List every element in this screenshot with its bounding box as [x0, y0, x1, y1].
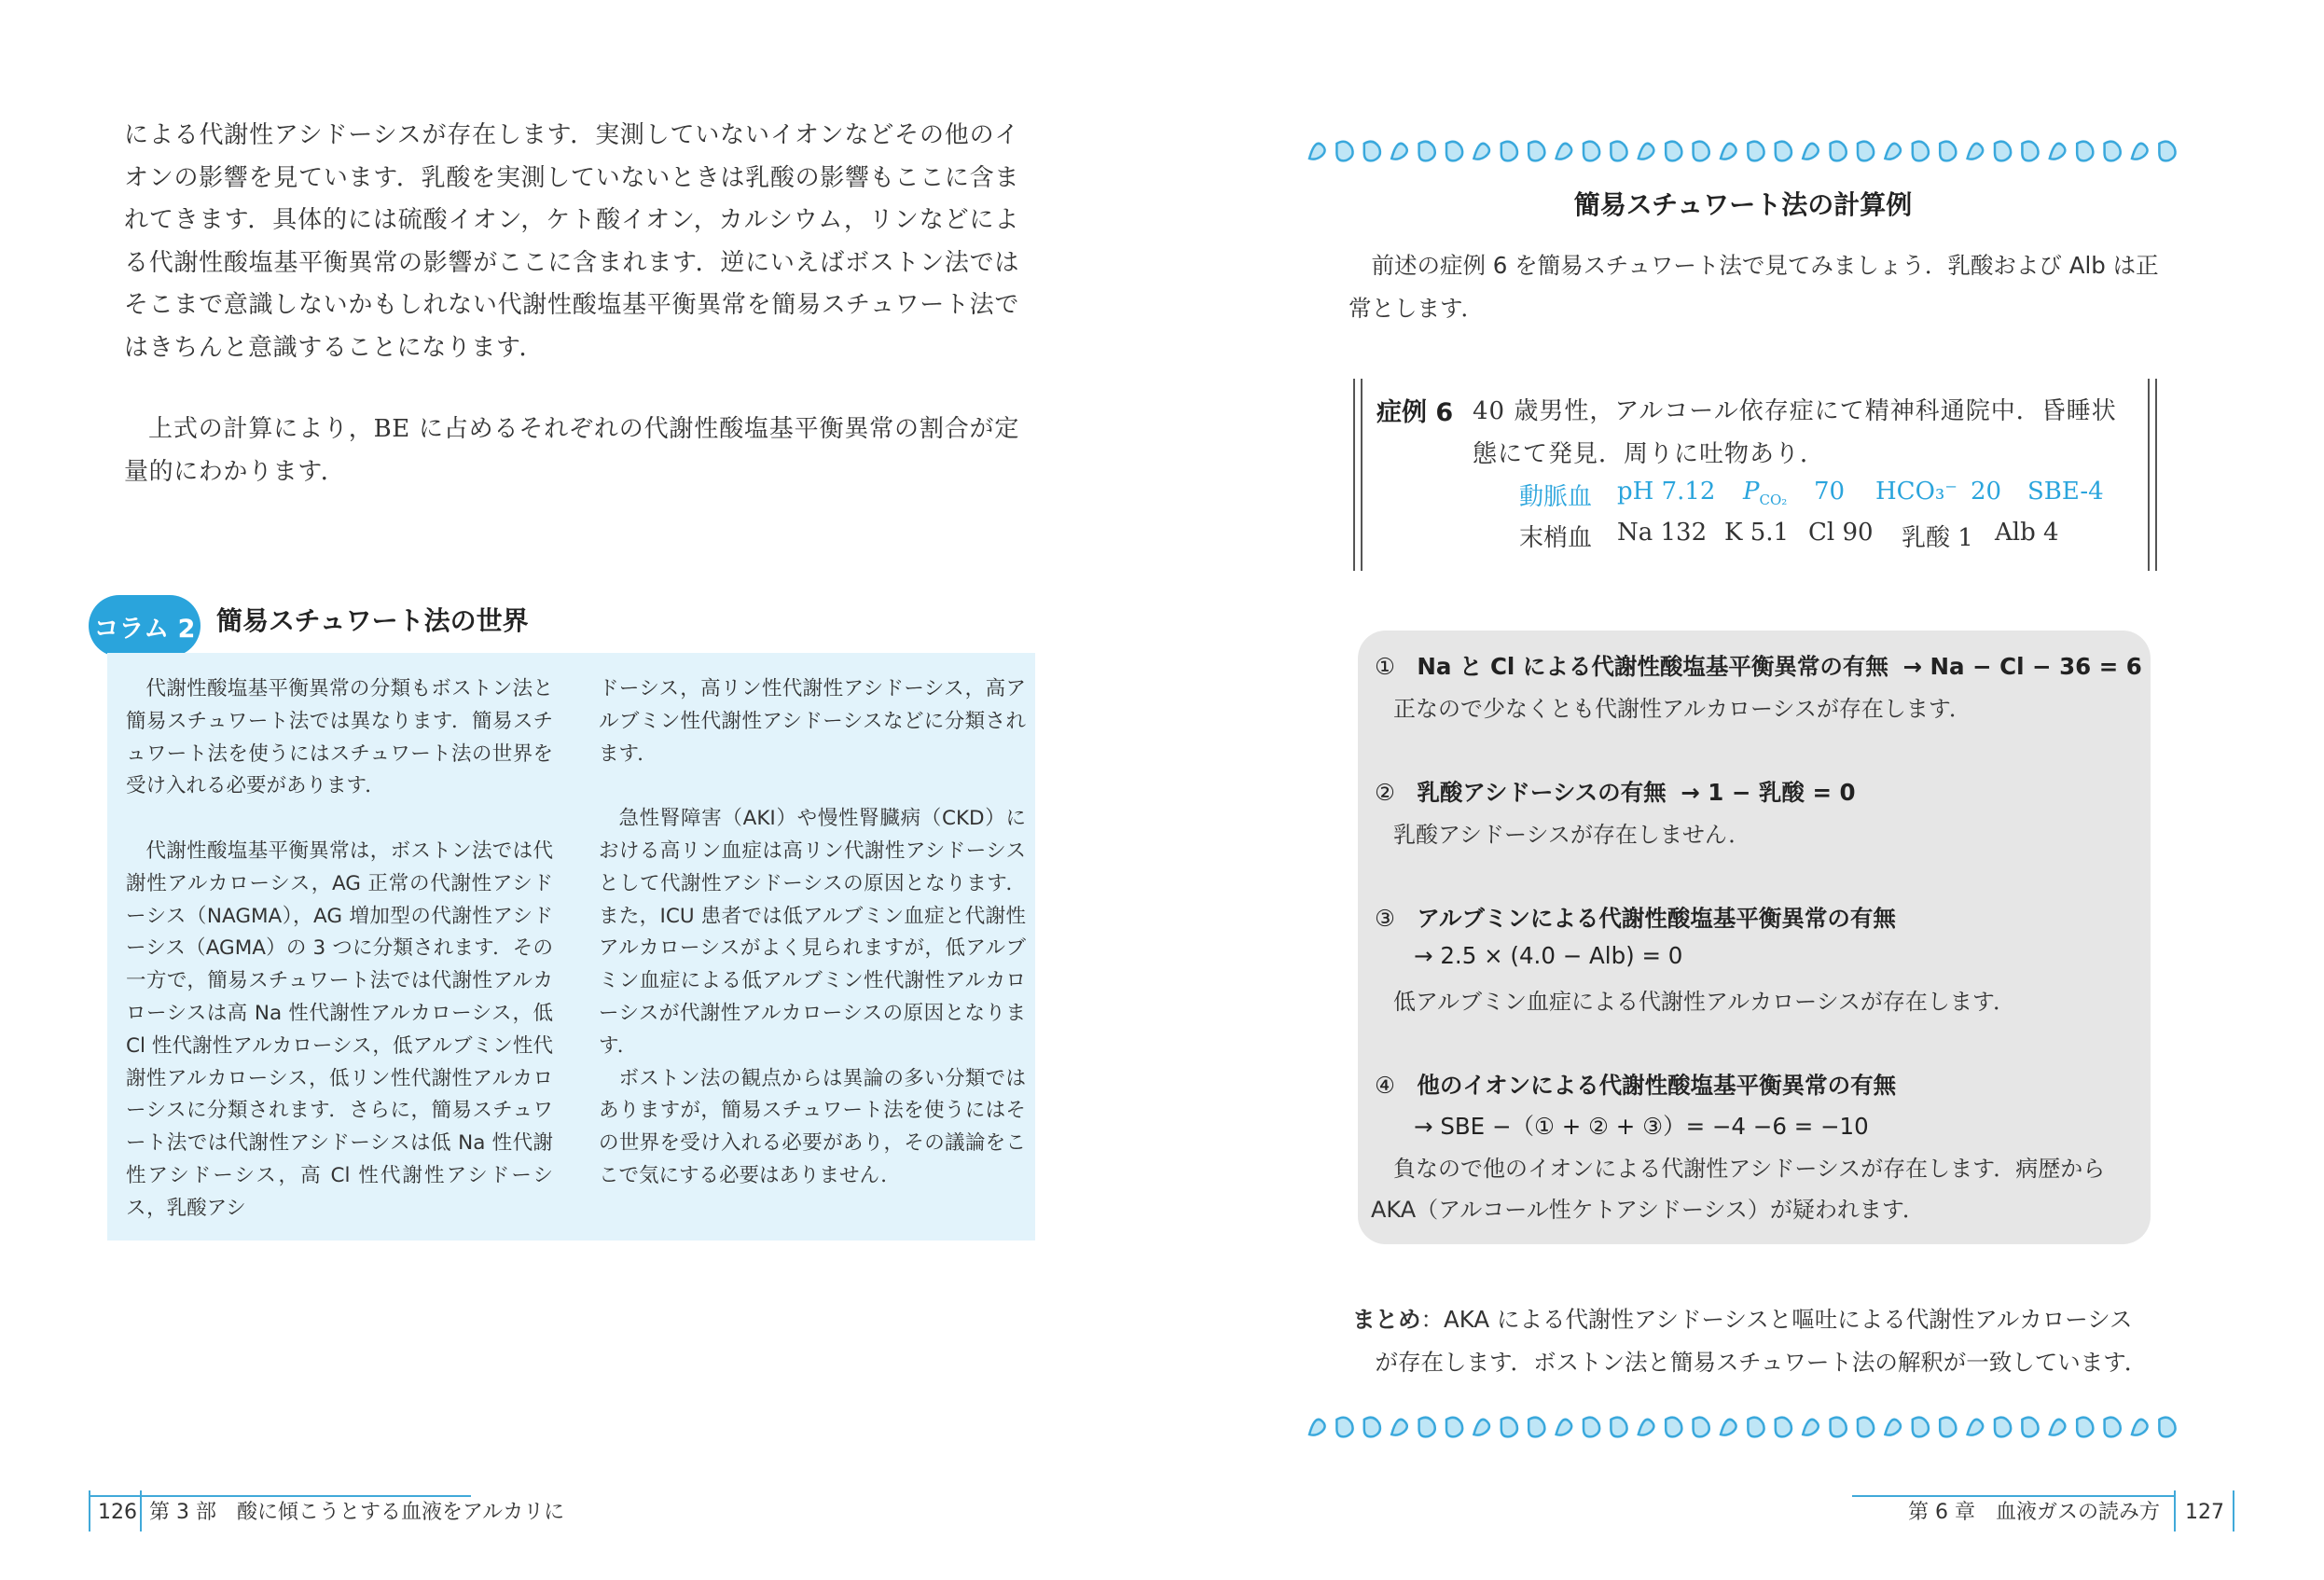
squiggle-ornament — [1556, 144, 1572, 159]
abg-hco3-value: 20 — [1971, 478, 2002, 506]
squiggle-ornament — [1529, 1418, 1544, 1437]
squiggle-ornament — [1885, 1420, 1901, 1435]
abg-pco2-label — [1743, 478, 1787, 508]
summary-label: まとめ — [1352, 1306, 1421, 1333]
squiggle-ornament — [1584, 1418, 1599, 1437]
step-title: Na と Cl による代謝性酸塩基平衡異常の有無 — [1417, 653, 1888, 680]
squiggle-ornament — [1666, 142, 1681, 161]
venous-lactate: 乳酸 1 — [1902, 524, 1973, 552]
body-text: 上式の計算により，BE に占めるそれぞれの代謝性酸塩基平衡異常の割合が定量的にわかります． — [124, 415, 1019, 486]
case-label: 症例 6 — [1376, 398, 1454, 427]
summary-text: ：AKA による代謝性アシドーシスと嘔吐による代謝性アルカローシス — [1420, 1306, 2133, 1333]
squiggle-ornament — [2105, 1418, 2121, 1437]
calc-step-3 — [1375, 901, 1896, 934]
page-number: 127 — [2185, 1501, 2224, 1524]
squiggle-ornament — [1831, 1418, 1847, 1437]
calculation-box — [1358, 631, 2151, 1244]
squiggle-ornament — [1913, 1418, 1929, 1437]
column-paragraph: 代謝性酸塩基平衡異常は，ボストン法では代謝性アルカローシス，AG 正常の代謝性アシドーシス（NAGMA），AG 増加型の代謝性アシドーシス（AGMA）の 3 つに分類されます．その一方で，簡易スチュワート法では代謝性アルカローシスは高 Na 性代謝性アルカローシス，低 Cl 性代謝性アルカローシス，低アルブミン性代謝性アルカローシス，低リン性代謝性アルカローシスに分類されます．さらに，簡易スチュワート法では代謝性アシドーシスは低 Na 性代謝性アシドーシス，高 Cl 性代謝性アシドーシス，乳酸アシ — [126, 839, 553, 1220]
squiggle-ornament — [1666, 1418, 1681, 1437]
abg-hco3-label: HCO₃⁻ — [1875, 478, 1958, 506]
calc-step-3-formula: → 2.5 × (4.0 − Alb) = 0 — [1414, 942, 1683, 969]
calc-step-2-result: 乳酸アシドーシスが存在しません． — [1393, 822, 1751, 848]
squiggle-ornament — [1858, 142, 1874, 161]
decorative-border-top — [1302, 131, 2188, 172]
squiggle-ornament — [1995, 142, 2011, 161]
squiggle-ornament — [1419, 142, 1435, 161]
squiggle-ornament — [1721, 1420, 1736, 1435]
column-badge-label: コラム 2 — [93, 614, 196, 644]
calc-step-1-result: 正なので少なくとも代謝性アルカローシスが存在します． — [1393, 696, 1971, 722]
column-box — [107, 653, 1035, 1240]
squiggle-ornament — [1694, 142, 1709, 161]
squiggle-ornament — [1473, 1420, 1489, 1435]
footer-separator — [2174, 1490, 2176, 1531]
squiggle-ornament — [2050, 144, 2066, 159]
venous-alb: Alb 4 — [1995, 519, 2059, 547]
calc-step-3-result: 低アルブミン血症による代謝性アルカローシスが存在します． — [1393, 989, 2015, 1015]
squiggle-ornament — [2050, 1420, 2066, 1435]
intro-paragraph: 前述の症例 6 を簡易スチュワート法で見てみましょう．乳酸および Alb は正常とします． — [1349, 252, 2159, 322]
column-paragraph: ドーシス，高リン性代謝性アシドーシス，高アルブミン性代謝性アシドーシスなどに分類されます． — [599, 677, 1026, 766]
summary — [1352, 1298, 2173, 1384]
squiggle-ornament — [1529, 142, 1544, 161]
squiggle-ornament — [1446, 142, 1462, 161]
footer-separator — [89, 1490, 90, 1531]
squiggle-ornament — [1364, 142, 1380, 161]
squiggle-ornament — [1748, 142, 1764, 161]
case-description-line2: 態にて発見．周りに吐物あり． — [1473, 440, 1826, 468]
squiggle-ornament — [1721, 144, 1736, 159]
footer-separator — [2233, 1490, 2234, 1531]
step-number: ④ — [1375, 1072, 1395, 1099]
pco2-subscript: CO₂ — [1759, 492, 1788, 509]
squiggle-ornament — [2022, 142, 2038, 161]
column-paragraph: ボストン法の観点からは異論の多い分類ではありますが，簡易スチュワート法を使うにはその世界を受け入れる必要があり，その議論をここで気にする必要はありません． — [599, 1066, 1026, 1187]
column-title: 簡易スチュワート法の世界 — [216, 605, 529, 636]
calc-step-4 — [1375, 1068, 1896, 1101]
page-number: 126 — [98, 1501, 137, 1524]
squiggle-ornament — [1364, 1418, 1380, 1437]
squiggle-ornament — [1639, 144, 1654, 159]
step-title: 他のイオンによる代謝性酸塩基平衡異常の有無 — [1417, 1072, 1897, 1099]
venous-title: 末梢血 — [1519, 524, 1593, 552]
squiggle-ornament — [1968, 1420, 1984, 1435]
body-text: による代謝性アシドーシスが存在します．実測していないイオンなどその他のイオンの影響を見ています．乳酸を実測していないときは乳酸の影響もここに含まれてきます．具体的には硫酸イオン，ケト酸イオン，カルシウム，リンなどによる代謝性酸塩基平衡異常の影響がここに含まれます．逆にいえばボストン法ではそこまで意識しないかもしれない代謝性酸塩基平衡異常を簡易スチュワート法ではきちんと意識することになります． — [124, 121, 1019, 362]
chapter-label: 第 6 章 血液ガスの読み方 — [1908, 1501, 2160, 1524]
calc-step-4-result: 負なので他のイオンによる代謝性アシドーシスが存在します．病歴から — [1393, 1156, 2106, 1182]
calc-step-4-formula: → SBE −（① + ② + ③）= −4 −6 = −10 — [1414, 1113, 1869, 1140]
pco2-symbol: P — [1743, 478, 1760, 506]
squiggle-ornament — [1968, 144, 1984, 159]
case-box — [1353, 379, 2157, 571]
section-heading: 簡易スチュワート法の計算例 — [1573, 189, 1913, 220]
squiggle-ornament — [1501, 142, 1517, 161]
squiggle-ornament — [1858, 1418, 1874, 1437]
abg-ph: pH 7.12 — [1617, 478, 1716, 506]
squiggle-ornament — [1940, 1418, 1956, 1437]
abg-pco2-value: 70 — [1814, 478, 1846, 506]
column-right-text — [599, 673, 1026, 1193]
body-paragraph-1 — [124, 115, 1019, 369]
calc-step-2 — [1375, 775, 1856, 808]
squiggle-ornament — [1995, 1418, 2011, 1437]
squiggle-ornament — [1776, 142, 1791, 161]
venous-na: Na 132 — [1617, 519, 1708, 547]
squiggle-ornament — [2132, 144, 2148, 159]
squiggle-ornament — [2077, 142, 2093, 161]
squiggle-ornament — [1694, 1418, 1709, 1437]
squiggle-ornament — [1913, 142, 1929, 161]
squiggle-ornament — [1611, 142, 1626, 161]
squiggle-ornament — [1639, 1420, 1654, 1435]
venous-cl: Cl 90 — [1808, 519, 1874, 547]
body-paragraph-2 — [124, 409, 1019, 493]
column-paragraph: 代謝性酸塩基平衡異常の分類もボストン法と簡易スチュワート法では異なります．簡易スチュワート法を使うにはスチュワート法の世界を受け入れる必要があります． — [126, 677, 553, 798]
squiggle-ornament — [2159, 1418, 2175, 1437]
case-border-left — [1353, 379, 1363, 571]
squiggle-ornament — [1885, 144, 1901, 159]
squiggle-ornament — [1473, 144, 1489, 159]
case-border-right — [2148, 379, 2157, 571]
footer-rule — [89, 1495, 471, 1497]
column-paragraph: 急性腎障害（AKI）や慢性腎臓病（CKD）における高リン血症は高リン代謝性アシドーシスとして代謝性アシドーシスの原因となります．また，ICU 患者では低アルブミン血症と代謝性アルカローシスがよく見られますが，低アルブミン血症による低アルブミン性代謝性アルカローシスが代謝性アルカローシスの原因となります． — [599, 807, 1026, 1058]
venous-k: K 5.1 — [1724, 519, 1790, 547]
summary-line-2: が存在します．ボストン法と簡易スチュワート法の解釈が一致しています． — [1375, 1349, 2148, 1376]
footer-separator — [140, 1490, 142, 1531]
squiggle-ornament — [1309, 1420, 1325, 1435]
squiggle-ornament — [1446, 1418, 1462, 1437]
squiggle-ornament — [1501, 1418, 1517, 1437]
squiggle-ornament — [1803, 1420, 1819, 1435]
squiggle-ornament — [2022, 1418, 2038, 1437]
squiggle-ornament — [1776, 1418, 1791, 1437]
squiggle-ornament — [1556, 1420, 1572, 1435]
squiggle-ornament — [1611, 1418, 1626, 1437]
squiggle-ornament — [1391, 144, 1407, 159]
squiggle-ornament — [1309, 144, 1325, 159]
squiggle-ornament — [1336, 142, 1352, 161]
part-label: 第 3 部 酸に傾こうとする血液をアルカリに — [149, 1501, 565, 1524]
calc-step-4-result-line2: AKA（アルコール性ケトアシドーシス）が疑われます． — [1371, 1197, 1925, 1223]
column-left-text — [126, 673, 553, 1226]
step-title: アルブミンによる代謝性酸塩基平衡異常の有無 — [1417, 905, 1896, 932]
arterial-blood-row — [1519, 478, 2135, 515]
step-number: ① — [1375, 653, 1395, 680]
footer-rule — [1852, 1495, 2174, 1497]
abg-title: 動脈血 — [1519, 483, 1593, 511]
summary-line-1 — [1352, 1298, 2173, 1341]
squiggle-ornament — [2132, 1420, 2148, 1435]
squiggle-ornament — [2159, 142, 2175, 161]
squiggle-ornament — [1391, 1420, 1407, 1435]
squiggle-ornament — [1940, 142, 1956, 161]
step-number: ③ — [1375, 905, 1395, 932]
squiggle-ornament — [1831, 142, 1847, 161]
case-description-line1: 40 歳男性，アルコール依存症にて精神科通院中．昏睡状 — [1473, 397, 2117, 425]
squiggle-ornament — [1748, 1418, 1764, 1437]
peripheral-blood-row — [1519, 519, 2135, 556]
squiggle-ornament — [1336, 1418, 1352, 1437]
decorative-border-bottom — [1302, 1407, 2188, 1448]
abg-sbe: SBE-4 — [2027, 478, 2104, 506]
calc-step-1 — [1375, 649, 2142, 682]
squiggle-ornament — [2077, 1418, 2093, 1437]
step-title: 乳酸アシドーシスの有無 — [1417, 779, 1667, 806]
step-formula: → Na − Cl − 36 = 6 — [1902, 653, 2142, 680]
step-number: ② — [1375, 779, 1395, 806]
column-badge — [89, 595, 201, 657]
squiggle-ornament — [2105, 142, 2121, 161]
step-formula: → 1 − 乳酸 = 0 — [1681, 779, 1856, 806]
squiggle-ornament — [1803, 144, 1819, 159]
right-page — [1162, 0, 2324, 1580]
squiggle-ornament — [1419, 1418, 1435, 1437]
squiggle-ornament — [1584, 142, 1599, 161]
